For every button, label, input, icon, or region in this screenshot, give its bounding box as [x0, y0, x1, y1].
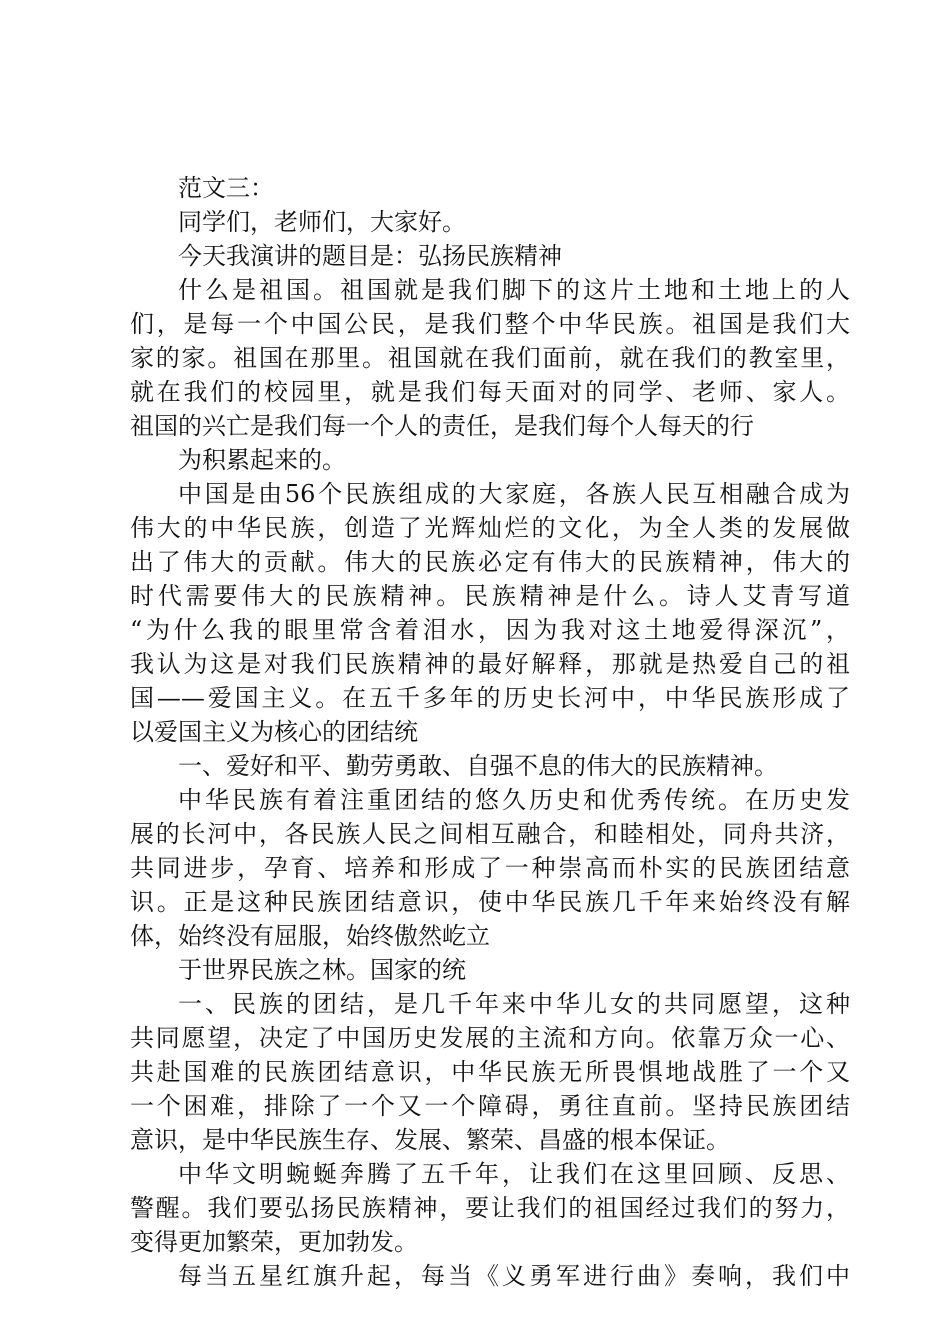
text-line: 今天我演讲的题目是：弘扬民族精神: [178, 242, 562, 270]
text-line: 一、民族的团结，是几千年来中华儿女的共同愿望，这种: [178, 990, 850, 1018]
text-line: 识。正是这种民族团结意识，使中华民族几千年来始终没有解: [130, 888, 850, 916]
text-line: 我认为这是对我们民族精神的最好解释，那就是热爱自己的祖: [130, 650, 850, 678]
text-line: 为积累起来的。: [178, 446, 346, 474]
text-line: 伟大的中华民族，创造了光辉灿烂的文化，为全人类的发展做: [130, 514, 850, 542]
text-line: 于世界民族之林。国家的统: [178, 956, 466, 984]
text-line: 以爱国主义为核心的团结统: [130, 718, 418, 746]
text-line: “为什么我的眼里常含着泪水，因为我对这土地爱得深沉”，: [130, 616, 850, 644]
text-line: 每当五星红旗升起，每当《义勇军进行曲》奏响，我们中: [178, 1262, 850, 1290]
text-line: 体，始终没有屈服，始终傲然屹立: [130, 922, 490, 950]
text-line: 什么是祖国。祖国就是我们脚下的这片土地和土地上的人: [178, 276, 850, 304]
text-line: 范文三：: [178, 174, 274, 202]
text-line: 一个困难，排除了一个又一个障碍，勇往直前。坚持民族团结: [130, 1092, 850, 1120]
text-line: 共赴国难的民族团结意识，中华民族无所畏惧地战胜了一个又: [130, 1058, 850, 1086]
text-line: 国——爱国主义。在五千多年的历史长河中，中华民族形成了: [130, 684, 850, 712]
text-line: 就在我们的校园里，就是我们每天面对的同学、老师、家人。: [130, 378, 850, 406]
text-line: 们，是每一个中国公民，是我们整个中华民族。祖国是我们大: [130, 310, 850, 338]
text-line: 出了伟大的贡献。伟大的民族必定有伟大的民族精神，伟大的: [130, 548, 850, 576]
text-line: 一、爱好和平、勤劳勇敢、自强不息的伟大的民族精神。: [178, 752, 778, 780]
text-line: 同学们，老师们，大家好。: [178, 208, 466, 236]
text-line: 意识，是中华民族生存、发展、繁荣、昌盛的根本保证。: [130, 1126, 730, 1154]
text-line: 家的家。祖国在那里。祖国就在我们面前，就在我们的教室里，: [130, 344, 850, 372]
text-line: 中国是由56个民族组成的大家庭，各族人民互相融合成为: [178, 480, 850, 508]
text-line: 共同愿望，决定了中国历史发展的主流和方向。依靠万众一心、: [130, 1024, 850, 1052]
text-line: 祖国的兴亡是我们每一个人的责任，是我们每个人每天的行: [130, 412, 754, 440]
text-line: 展的长河中，各民族人民之间相互融合，和睦相处，同舟共济，: [130, 820, 850, 848]
text-line: 共同进步，孕育、培养和形成了一种崇高而朴实的民族团结意: [130, 854, 850, 882]
text-line: 中华文明蜿蜒奔腾了五千年，让我们在这里回顾、反思、: [178, 1160, 850, 1188]
text-line: 警醒。我们要弘扬民族精神，要让我们的祖国经过我们的努力，: [130, 1194, 850, 1222]
text-line: 中华民族有着注重团结的悠久历史和优秀传统。在历史发: [178, 786, 850, 814]
text-line: 时代需要伟大的民族精神。民族精神是什么。诗人艾青写道: [130, 582, 850, 610]
text-line: 变得更加繁荣，更加勃发。: [130, 1228, 418, 1256]
document-body: [130, 171, 850, 1293]
